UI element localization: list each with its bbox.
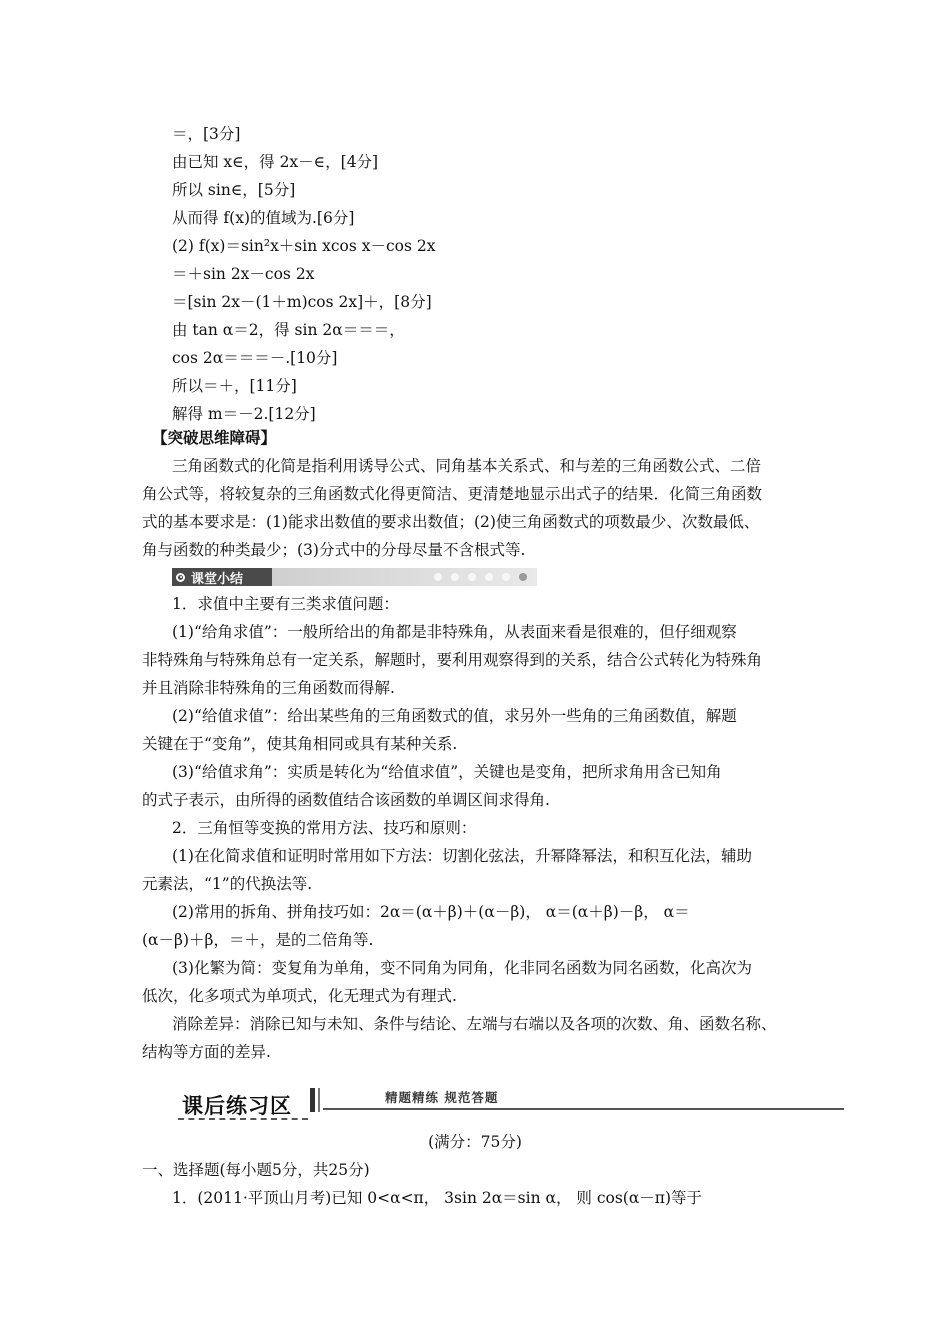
- dot-icon: [468, 573, 476, 581]
- summary-line: 关键在于“变角”，使其角相同或具有某种关系.: [142, 735, 458, 753]
- dot-icon: [502, 573, 510, 581]
- summary-line: 的式子表示，由所得的函数值结合该函数的单调区间求得角.: [142, 791, 550, 809]
- summary-line: (α－β)＋β，＝＋，是的二倍角等.: [142, 931, 374, 949]
- summary-line: 结构等方面的差异.: [142, 1043, 271, 1061]
- header-divider-thin: [318, 1088, 320, 1112]
- summary-banner-label: 课堂小结: [191, 571, 244, 587]
- summary-line: 消除差异：消除已知与未知、条件与结论、左端与右端以及各项的次数、角、函数名称、: [172, 1015, 777, 1033]
- breakthrough-line: 角公式等，将较复杂的三角函数式化得更简洁、更清楚地显示出式子的结果．化简三角函数: [142, 485, 763, 503]
- solution-line: ＝[sin 2x－(1＋m)cos 2x]＋，[8分]: [172, 293, 432, 311]
- summary-banner: [172, 568, 537, 586]
- solution-line: 所以 sin∈，[5分]: [172, 181, 296, 199]
- summary-line: 1．求值中主要有三类求值问题：: [172, 595, 399, 613]
- breakthrough-heading: 【突破思维障碍】: [152, 428, 277, 447]
- summary-line: 元素法，“1”的代换法等.: [142, 875, 313, 893]
- solution-line: 所以＝＋，[11分]: [172, 377, 297, 395]
- solution-line: 从而得 f(x)的值域为.[6分]: [172, 209, 355, 227]
- summary-banner-tag: [172, 568, 272, 586]
- summary-banner-bar: [272, 568, 537, 586]
- summary-line: (1)“给角求值”：一般所给出的角都是非特殊角，从表面来看是很难的，但仔细观察: [172, 623, 737, 641]
- practice-section-title: 课后练习区: [182, 1094, 292, 1118]
- title-dashed-underline: [178, 1118, 308, 1120]
- summary-line: 低次，化多项式为单项式，化无理式为有理式.: [142, 987, 457, 1005]
- summary-line: 并且消除非特殊角的三角函数而得解.: [142, 679, 395, 697]
- summary-line: 非特殊角与特殊角总有一定关系，解题时，要利用观察得到的关系，结合公式转化为特殊角: [142, 651, 763, 669]
- practice-section-subtitle: 精题精练 规范答题: [385, 1090, 499, 1105]
- solution-line: 解得 m＝－2.[12分]: [172, 405, 316, 423]
- summary-line: (2)常用的拆角、拼角技巧如：2α＝(α＋β)＋(α－β)， α＝(α＋β)－β， α＝: [172, 903, 690, 921]
- solution-line: (2) f(x)＝sin²x＋sin xcos x－cos 2x: [172, 237, 436, 255]
- dot-icon: [434, 573, 442, 581]
- dot-icon: [519, 573, 527, 581]
- full-score: (满分：75分): [428, 1133, 522, 1151]
- summary-line: (3)化繁为简：变复角为单角，变不同角为同角，化非同名函数为同名函数，化高次为: [172, 959, 752, 977]
- header-rule: [323, 1108, 844, 1110]
- solution-line: cos 2α＝＝＝－.[10分]: [172, 349, 338, 367]
- solution-line: ＝，[3分]: [172, 125, 241, 143]
- header-divider: [310, 1088, 315, 1112]
- summary-line: (1)在化简求值和证明时常用如下方法：切割化弦法，升幂降幂法，和积互化法，辅助: [172, 847, 752, 865]
- choice-heading: 一、选择题(每小题5分，共25分): [142, 1161, 370, 1179]
- target-icon: [176, 573, 185, 582]
- solution-line: 由 tan α＝2，得 sin 2α＝＝＝，: [172, 321, 405, 339]
- dot-icon: [451, 573, 459, 581]
- solution-line: ＝＋sin 2x－cos 2x: [172, 265, 315, 283]
- summary-line: (3)“给值求角”：实质是转化为“给值求值”，关键也是变角，把所求角用含已知角: [172, 763, 722, 781]
- question-1: 1．(2011·平顶山月考)已知 0<α<π， 3sin 2α＝sin α， 则 cos(α－π)等于: [172, 1189, 703, 1207]
- breakthrough-line: 角与函数的种类最少；(3)分式中的分母尽量不含根式等.: [142, 541, 526, 559]
- breakthrough-line: 式的基本要求是：(1)能求出数值的要求出数值；(2)使三角函数式的项数最少、次数最低、: [142, 513, 760, 531]
- summary-line: (2)“给值求值”：给出某些角的三角函数式的值，求另外一些角的三角函数值，解题: [172, 707, 737, 725]
- dot-icon: [485, 573, 493, 581]
- solution-line: 由已知 x∈，得 2x－∈，[4分]: [172, 153, 379, 171]
- summary-line: 2．三角恒等变换的常用方法、技巧和原则：: [172, 819, 477, 837]
- breakthrough-line: 三角函数式的化简是指利用诱导公式、同角基本关系式、和与差的三角函数公式、二倍: [172, 457, 762, 475]
- practice-section-header: [178, 1086, 844, 1122]
